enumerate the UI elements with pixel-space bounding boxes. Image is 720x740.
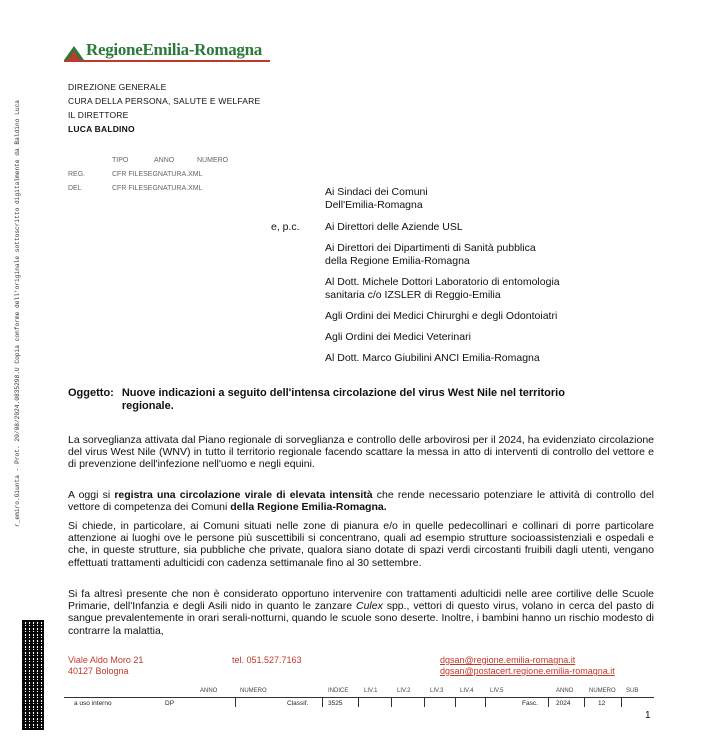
tbl-head-numero: NUMERO (240, 688, 267, 694)
barcode (22, 620, 44, 730)
tbl-head-sub: SUB (626, 688, 639, 694)
recipient-line: sanitaria c/o IZSLER di Reggio-Emilia (325, 289, 501, 301)
cell-indice: 3525 (328, 700, 343, 707)
subject-text: Nuove indicazioni a seguito dell'intensa circolazione del virus West Nile nel territorio regionale. (121, 387, 565, 412)
table-divider (358, 697, 359, 707)
region-emblem-icon (64, 44, 84, 60)
p2-part: A oggi si (68, 489, 115, 501)
p2-bold: registra una circolazione virale di elevata intensità (114, 489, 373, 501)
tbl-head-numero2: NUMERO (589, 688, 616, 694)
cell-numero: 12 (598, 700, 606, 707)
region-logo-text: RegioneEmilia-Romagna (86, 40, 262, 59)
tbl-head-indice: INDICE (328, 688, 349, 694)
recipient-ordini-veterinari: Agli Ordini dei Medici Veterinari (325, 331, 471, 343)
table-divider (424, 697, 425, 707)
p2-part: che rende necessario potenziare le attività di controllo del vettore di competenza dei Comuni (68, 489, 654, 514)
header-name: LUCA BALDINO (68, 124, 135, 134)
table-divider (485, 697, 486, 707)
side-stamp-text: r_emiro.Giunta - Prot. 20/08/2024.0835298.U Copia conforme dell'originale sottoscritto digitalmente da Baldino Luca (14, 100, 21, 528)
recipient-dottori (325, 276, 560, 302)
epc-label: e, p.c. (271, 221, 300, 233)
recipient-line: della Regione Emilia-Romagna (325, 255, 470, 267)
cell-fasc: Fasc. (522, 700, 538, 707)
protocol-del-label: DEL (68, 185, 82, 192)
side-protocol-stamp (14, 100, 28, 620)
recipient-anci: Al Dott. Marco Giubilini ANCI Emilia-Romagna (325, 352, 540, 364)
email-link[interactable]: dgsan@regione.emilia-romagna.it (440, 655, 576, 665)
body-paragraph-1: La sorveglianza attivata dal Piano regionale di sorveglianza e controllo delle arbovirosi per il 2024, ha evidenziato circolazione del virus West Nile (WNV) in tutto il territorio regionale facendo scattare la messa in atto di interventi di controllo del vettore e di prevenzione dell'infezione nell'uomo e negli equini. (68, 434, 654, 471)
recipient-line: Ai Sindaci dei Comuni (325, 186, 428, 198)
subject-label: Oggetto: (68, 387, 114, 399)
region-logo (64, 40, 262, 60)
cell-dp: DP (165, 700, 175, 707)
body-paragraph-3: Si chiede, in particolare, ai Comuni situati nelle zone di pianura e/o in quelle pedecollinari e collinari di porre particolare attenzione ai luoghi ove le persone più suscettibili si concentrano, quali ad esempio strutture socioassistenziali e ospedali e che, in queste strutture, sia pubbliche che private, qualora siano dotate di spazi verdi circostanti fruibili dagli utenti, vengano effettuati trattamenti adulticidi con cadenza settimanale fino al 30 settembre. (68, 520, 654, 569)
recipient-usl: Ai Direttori delle Aziende USL (325, 221, 463, 233)
body-paragraph-4 (68, 588, 654, 637)
tbl-head-anno2: ANNO (556, 688, 574, 694)
header-direzione: DIREZIONE GENERALE (68, 82, 167, 92)
table-divider (455, 697, 456, 707)
p2-bold: della Regione Emilia-Romagna. (230, 501, 387, 514)
footer-address-line: 40127 Bologna (68, 666, 129, 676)
recipient-line: Al Dott. Michele Dottori Laboratorio di entomologia (325, 276, 560, 288)
header-direttore: IL DIRETTORE (68, 110, 129, 120)
tbl-head-liv1: LIV.1 (364, 688, 378, 694)
tbl-head-liv3: LIV.3 (430, 688, 444, 694)
protocol-reg-label: REG. (68, 171, 86, 178)
cell-classif: Classif. (287, 700, 309, 707)
body-paragraph-2 (68, 489, 654, 513)
protocol-col-anno: ANNO (154, 157, 175, 164)
cell-uso: a uso interno (74, 700, 112, 707)
cell-anno: 2024 (556, 700, 571, 707)
p4-part: spp., vettori di questo virus, volano in cerca del pasto di sangue prevalentemente in orari serali-notturni, quando le scuole sono deserte. Inoltre, i bambini hanno un rischio modesto di contrarre la malattia, (68, 600, 655, 637)
tbl-head-liv2: LIV.2 (397, 688, 411, 694)
logo-underline (64, 60, 270, 62)
table-divider (584, 697, 585, 707)
protocol-reg-value: CFR FILESEGNATURA.XML (112, 171, 203, 178)
header-cura: CURA DELLA PERSONA, SALUTE E WELFARE (68, 96, 261, 106)
tbl-head-anno: ANNO (200, 688, 218, 694)
footer-address-line: Viale Aldo Moro 21 (68, 655, 144, 665)
footer-address (68, 655, 143, 677)
tbl-head-liv5: LIV.5 (490, 688, 504, 694)
p4-part: Si fa altresì presente che non è considerato opportuno intervenire con trattamenti adulticidi nelle aree cortilive delle Scuole Primarie, dell'Infanzia e degli Asili nido in quanto le zanzare (68, 588, 654, 613)
recipient-dipartimenti (325, 242, 536, 268)
subject-block (68, 387, 572, 413)
table-divider (621, 697, 622, 707)
recipient-ordini-medici: Agli Ordini dei Medici Chirurghi e degli Odontoiatri (325, 310, 558, 322)
footer-emails (440, 655, 615, 677)
p4-italic: Culex (356, 600, 383, 613)
protocol-col-numero: NUMERO (197, 157, 229, 164)
tbl-head-liv4: LIV.4 (460, 688, 474, 694)
table-divider (391, 697, 392, 707)
pec-email-link[interactable]: dgsan@postacert.regione.emilia-romagna.it (440, 666, 615, 676)
protocol-col-tipo: TIPO (112, 157, 129, 164)
page-number: 1 (645, 710, 651, 721)
table-divider (322, 697, 323, 707)
recipient-line: Ai Direttori dei Dipartimenti di Sanità pubblica (325, 242, 536, 254)
table-divider (548, 697, 549, 707)
recipient-sindaci (325, 186, 428, 212)
recipient-line: Dell'Emilia-Romagna (325, 199, 423, 211)
footer-tel: tel. 051.527.7163 (232, 655, 302, 665)
protocol-del-value: CFR FILESEGNATURA.XML (112, 185, 203, 192)
table-divider (235, 697, 236, 707)
